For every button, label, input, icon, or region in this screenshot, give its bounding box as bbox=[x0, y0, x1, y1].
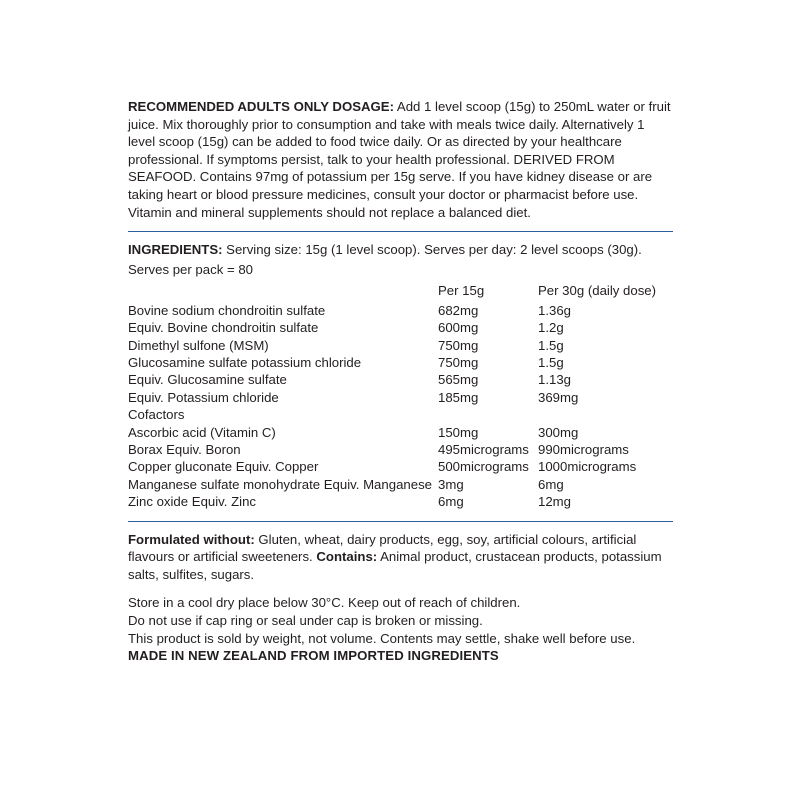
weight-note: This product is sold by weight, not volume. Contents may settle, shake well before use. bbox=[128, 630, 636, 646]
row-per30: 1.5g bbox=[538, 337, 564, 353]
row-per15 bbox=[438, 406, 538, 423]
table-row bbox=[128, 337, 673, 354]
row-per15: 6mg bbox=[438, 494, 464, 510]
table-row bbox=[128, 424, 673, 441]
table-row bbox=[128, 302, 673, 319]
contains-label: Contains: bbox=[316, 549, 378, 565]
row-name: Manganese sulfate monohydrate Equiv. Manganese bbox=[128, 476, 432, 492]
contains-text: Animal product, crustacean products, potassium salts, sulfites, sugars. bbox=[128, 549, 662, 582]
made-in-statement: MADE IN NEW ZEALAND FROM IMPORTED INGREDIENTS bbox=[128, 648, 499, 664]
table-row bbox=[128, 458, 673, 475]
row-per15: 565mg bbox=[438, 372, 479, 388]
table-row bbox=[128, 354, 673, 371]
divider-top bbox=[128, 231, 673, 232]
supplement-label bbox=[128, 98, 673, 665]
row-per30: 369mg bbox=[538, 389, 579, 405]
row-per15: 495micrograms bbox=[438, 442, 529, 457]
column-header-per30: Per 30g (daily dose) bbox=[538, 283, 657, 299]
table-row bbox=[128, 389, 673, 406]
row-per15: 185mg bbox=[438, 389, 479, 405]
row-per30: 1.5g bbox=[538, 354, 564, 370]
row-per30 bbox=[538, 406, 673, 423]
row-name: Equiv. Bovine chondroitin sulfate bbox=[128, 320, 319, 336]
table-header-row bbox=[128, 282, 673, 301]
row-name: Equiv. Potassium chloride bbox=[128, 389, 279, 405]
dosage-paragraph bbox=[128, 98, 673, 221]
ingredients-table-body bbox=[128, 282, 673, 510]
table-row bbox=[128, 476, 673, 493]
row-name: Borax Equiv. Boron bbox=[128, 442, 241, 457]
formulated-without-text: Gluten, wheat, dairy products, egg, soy, artificial colours, artificial flavours or artificial sweeteners. bbox=[128, 531, 637, 565]
storage-note: Store in a cool dry place below 30°C. Keep out of reach of children. bbox=[128, 595, 521, 611]
ingredients-serving-text: Serving size: 15g (1 level scoop). Serves per day: 2 level scoops (30g). bbox=[222, 242, 642, 258]
row-per15: 150mg bbox=[438, 424, 479, 440]
divider-bottom bbox=[128, 521, 673, 522]
row-name: Glucosamine sulfate potassium chloride bbox=[128, 354, 362, 370]
ingredients-table bbox=[128, 282, 673, 510]
row-name: Dimethyl sulfone (MSM) bbox=[128, 337, 269, 353]
spacer bbox=[128, 583, 673, 594]
row-per30: 300mg bbox=[538, 424, 579, 440]
ingredients-heading-line bbox=[128, 241, 673, 259]
column-header-per15: Per 15g bbox=[438, 283, 485, 299]
row-name: Copper gluconate Equiv. Copper bbox=[128, 459, 319, 475]
table-row bbox=[128, 371, 673, 388]
row-per15: 682mg bbox=[438, 302, 479, 318]
dosage-text: Add 1 level scoop (15g) to 250mL water or fruit juice. Mix thoroughly prior to consumption and take with meals twice daily. Alternatively 1 level scoop (15g) can be added to food twice daily. Or as directed by your healthcare professional. If symptoms persist, talk to your health professional. DERIVED FROM SEAFOOD. Contains 97mg of potassium per 15g serve. If you have kidney disease or are taking heart or blood pressure medicines, consult your doctor or pharmacist before use. Vitamin and mineral supplements should not replace a balanced diet. bbox=[128, 99, 671, 220]
formulated-without-label: Formulated without: bbox=[128, 531, 255, 547]
row-per30: 1.2g bbox=[538, 320, 564, 336]
table-row bbox=[128, 441, 673, 458]
row-per30: 1000micrograms bbox=[538, 459, 637, 475]
row-per30: 12mg bbox=[538, 494, 571, 510]
row-name: Bovine sodium chondroitin sulfate bbox=[128, 302, 326, 318]
row-per30: 990micrograms bbox=[538, 442, 629, 457]
row-per15: 500micrograms bbox=[438, 459, 529, 475]
cap-warning-note: Do not use if cap ring or seal under cap is broken or missing. bbox=[128, 613, 483, 628]
row-per15: 600mg bbox=[438, 320, 479, 336]
row-per15: 750mg bbox=[438, 354, 479, 370]
dosage-heading: RECOMMENDED ADULTS ONLY DOSAGE: bbox=[128, 99, 394, 114]
table-row bbox=[128, 493, 673, 510]
row-per30: 1.13g bbox=[538, 372, 572, 388]
row-name: Cofactors bbox=[128, 407, 185, 423]
row-per30: 6mg bbox=[538, 476, 564, 492]
serves-per-pack: Serves per pack = 80 bbox=[128, 261, 253, 277]
formulated-without-paragraph bbox=[128, 531, 673, 584]
table-row-subhead bbox=[128, 406, 673, 423]
row-name: Ascorbic acid (Vitamin C) bbox=[128, 424, 276, 440]
row-per30: 1.36g bbox=[538, 302, 572, 318]
row-per15: 3mg bbox=[438, 476, 464, 492]
column-header-name bbox=[128, 282, 438, 301]
row-name: Zinc oxide Equiv. Zinc bbox=[128, 494, 257, 510]
table-row bbox=[128, 319, 673, 336]
row-per15: 750mg bbox=[438, 337, 479, 353]
row-name: Equiv. Glucosamine sulfate bbox=[128, 372, 287, 388]
ingredients-heading: INGREDIENTS: bbox=[128, 242, 223, 258]
